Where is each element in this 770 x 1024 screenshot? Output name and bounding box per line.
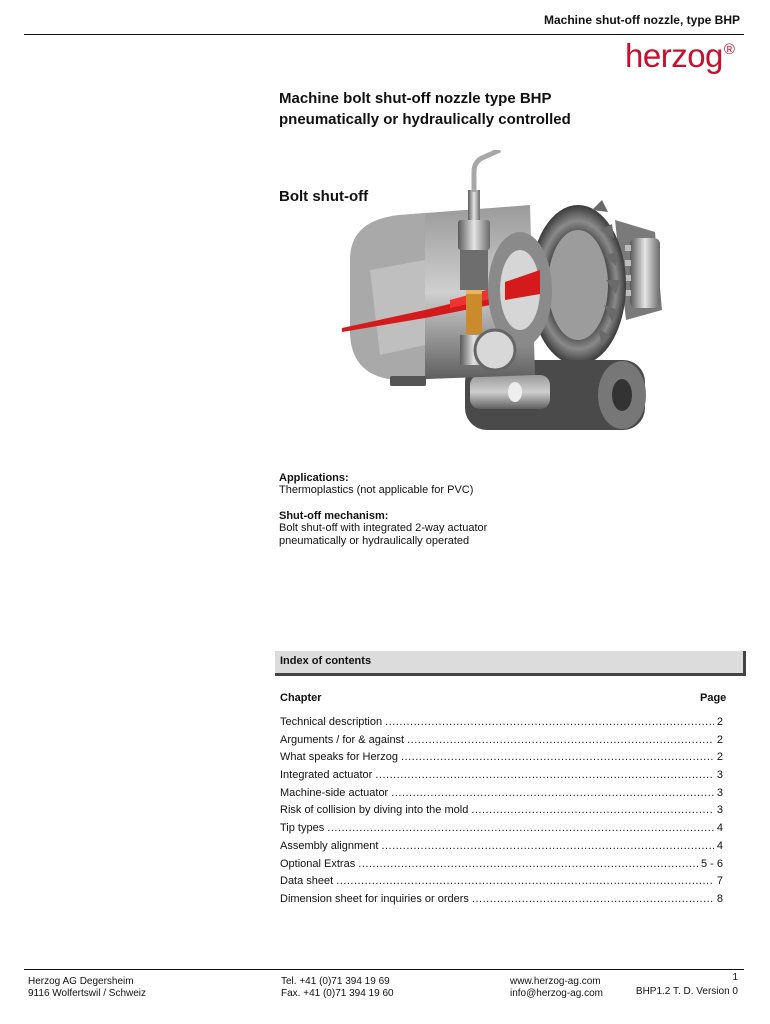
toc-leader-dots bbox=[471, 804, 714, 816]
toc-leader-dots bbox=[407, 734, 714, 746]
mechanism-line1: Bolt shut-off with integrated 2-way actuator bbox=[279, 522, 488, 534]
page-title-line1: Machine bolt shut-off nozzle type BHP bbox=[279, 90, 552, 107]
toc-entry[interactable] bbox=[280, 858, 723, 876]
footer-tel: Tel. +41 (0)71 394 19 69 bbox=[281, 976, 390, 987]
toc-entry-page: 2 bbox=[716, 733, 723, 746]
footer-company-block bbox=[28, 976, 146, 1000]
toc-entry[interactable] bbox=[280, 804, 723, 822]
footer-version-block bbox=[636, 972, 738, 998]
header-title: Machine shut-off nozzle, type BHP bbox=[543, 13, 740, 27]
toc-entry-page: 4 bbox=[716, 822, 723, 835]
toc-entry[interactable] bbox=[280, 875, 723, 893]
toc-entry-label: Risk of collision by diving into the mold bbox=[280, 804, 469, 817]
mechanism-label: Shut-off mechanism: bbox=[279, 510, 389, 522]
index-title: Index of contents bbox=[280, 655, 372, 667]
toc-leader-dots bbox=[336, 875, 714, 887]
toc-entry-page: 4 bbox=[716, 839, 723, 852]
toc-entry-label: Data sheet bbox=[280, 875, 334, 888]
footer-divider bbox=[24, 969, 744, 970]
footer-phone-block bbox=[281, 976, 394, 1000]
toc-entry-label: Assembly alignment bbox=[280, 839, 379, 852]
toc-entry[interactable] bbox=[280, 734, 723, 752]
toc-entry-page: 2 bbox=[716, 716, 723, 728]
toc-entry-label: Machine-side actuator bbox=[280, 786, 389, 799]
mechanism-line2: pneumatically or hydraulically operated bbox=[279, 535, 470, 547]
toc-entry-label: Technical description bbox=[280, 716, 383, 728]
toc-entry-page: 3 bbox=[716, 804, 723, 817]
toc-entry-page: 7 bbox=[716, 875, 723, 888]
section-title: Bolt shut-off bbox=[279, 188, 369, 205]
toc-entry-label: Optional Extras bbox=[280, 857, 356, 870]
table-of-contents bbox=[280, 716, 723, 911]
toc-entry-label: What speaks for Herzog bbox=[280, 751, 398, 764]
toc-entry-label: Arguments / for & against bbox=[280, 733, 405, 746]
page-number: 1 bbox=[732, 972, 738, 983]
logo-text: herzog bbox=[625, 37, 723, 74]
toc-entry-label: Dimension sheet for inquiries or orders bbox=[280, 892, 469, 905]
footer-company: Herzog AG Degersheim bbox=[28, 976, 134, 987]
toc-entry-page: 3 bbox=[716, 786, 723, 799]
toc-entry[interactable] bbox=[280, 716, 723, 734]
toc-entry-page: 3 bbox=[716, 769, 723, 782]
page-column-header: Page bbox=[700, 692, 727, 704]
footer-email-link[interactable]: info@herzog-ag.com bbox=[510, 988, 603, 999]
applications-label: Applications: bbox=[279, 472, 349, 484]
shutoff-mechanism-block bbox=[279, 510, 487, 548]
toc-entry[interactable] bbox=[280, 751, 723, 769]
toc-entry[interactable] bbox=[280, 822, 723, 840]
applications-text: Thermoplastics (not applicable for PVC) bbox=[279, 484, 474, 496]
header-divider bbox=[24, 34, 744, 35]
toc-leader-dots bbox=[472, 893, 714, 905]
nozzle-product-image bbox=[330, 150, 675, 445]
toc-entry[interactable] bbox=[280, 787, 723, 805]
page-title bbox=[279, 88, 571, 130]
toc-leader-dots bbox=[375, 769, 714, 781]
toc-entry-page: 8 bbox=[716, 892, 723, 905]
toc-leader-dots bbox=[358, 858, 698, 870]
applications-block bbox=[279, 472, 473, 497]
footer-address: 9116 Wolfertswil / Schweiz bbox=[28, 988, 147, 999]
toc-entry[interactable] bbox=[280, 893, 723, 911]
toc-entry[interactable] bbox=[280, 840, 723, 858]
toc-leader-dots bbox=[327, 822, 714, 834]
toc-entry-page: 2 bbox=[716, 751, 723, 764]
page-title-line2: pneumatically or hydraulically controlled bbox=[279, 111, 571, 128]
toc-entry-label: Integrated actuator bbox=[280, 769, 373, 782]
toc-entry[interactable] bbox=[280, 769, 723, 787]
toc-leader-dots bbox=[401, 751, 714, 763]
toc-entry-label: Tip types bbox=[280, 822, 325, 835]
toc-leader-dots bbox=[391, 787, 714, 799]
toc-leader-dots bbox=[385, 716, 714, 728]
footer-fax: Fax. +41 (0)71 394 19 60 bbox=[281, 988, 394, 999]
herzog-logo bbox=[625, 37, 734, 75]
footer-website-link[interactable]: www.herzog-ag.com bbox=[510, 976, 601, 987]
registered-mark: ® bbox=[723, 41, 735, 58]
footer-contact-block bbox=[510, 976, 603, 1000]
chapter-column-header: Chapter bbox=[280, 692, 322, 704]
toc-entry-page: 5 - 6 bbox=[700, 857, 723, 870]
toc-leader-dots bbox=[381, 840, 713, 852]
document-version: BHP1.2 T. D. Version 0 bbox=[635, 986, 738, 997]
